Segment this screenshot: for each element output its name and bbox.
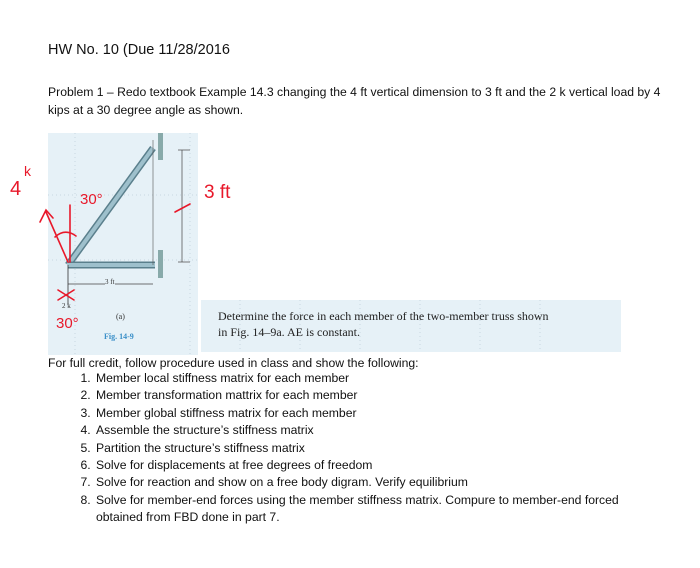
steps-list [64, 370, 654, 527]
load-annotation: 4 [10, 178, 22, 200]
top-support [158, 133, 163, 160]
statement-line: in Fig. 14–9a. AE is constant. [218, 325, 360, 339]
horizontal-dimension-label: 3 ft [105, 278, 115, 286]
page-title: HW No. 10 (Due 11/28/2016 [48, 42, 230, 58]
instructions-intro: For full credit, follow procedure used in class and show the following: [48, 356, 419, 370]
list-item: 2. Member transformation mattrix for each member [94, 387, 654, 404]
svg-text:k: k [24, 163, 31, 179]
list-item: 3. Member global stiffness matrix for each member [94, 405, 654, 422]
problem-statement: Problem 1 – Redo textbook Example 14.3 changing the 4 ft vertical dimension to 3 ft and the 2 k vertical load by 4 kips at a 30 degree angle as shown. [48, 85, 661, 117]
list-item: 6. Solve for displacements at free degrees of freedom [94, 457, 654, 474]
statement-line: Determine the force in each member of the two-member truss shown [218, 309, 549, 323]
figure-statement [218, 308, 549, 340]
list-item: 4. Assemble the structure’s stiffness matrix [94, 422, 654, 439]
figure-part-label: (a) [116, 312, 125, 321]
list-item: 7. Solve for reaction and show on a free body digram. Verify equilibrium [94, 474, 654, 491]
handwritten-annotations [40, 204, 190, 300]
angle-annotation-bottom: 30° [56, 315, 79, 332]
original-load-label: 2 k [62, 302, 71, 310]
list-item: 1. Member local stiffness matrix for each member [94, 370, 654, 387]
figure-caption: Fig. 14-9 [104, 332, 134, 341]
bottom-support [158, 250, 163, 278]
list-item: 8. Solve for member-end forces using the member stiffness matrix. Compure to member-end forced obtained from FBD done in part 7. [94, 492, 654, 527]
angle-annotation-top: 30° [80, 191, 103, 208]
new-dimension-annotation: 3 ft [204, 182, 231, 203]
list-item: 5. Partition the structure’s stiffness matrix [94, 440, 654, 457]
